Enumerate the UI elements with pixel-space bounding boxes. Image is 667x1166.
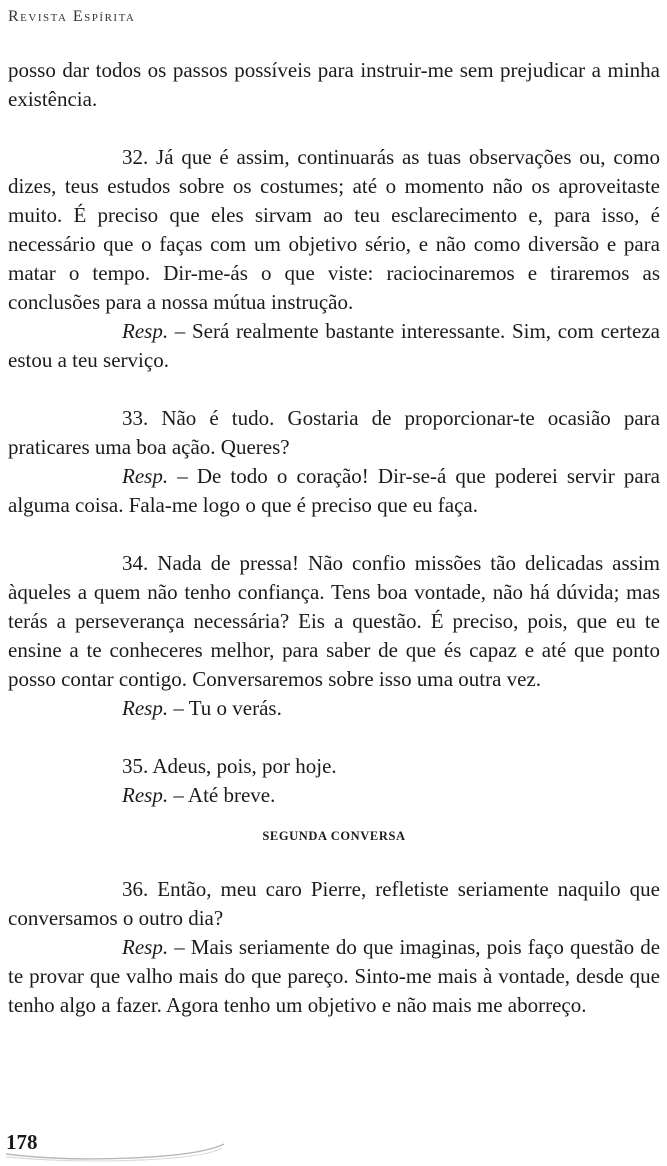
resp-label: Resp. (122, 935, 169, 959)
question-33: 33. Não é tudo. Gostaria de proporcionar-te ocasião para praticares uma boa ação. Queres? (8, 406, 660, 459)
response-32-text: – Será realmente bastante interessante. Sim, com certeza estou a teu serviço. (8, 319, 660, 372)
page-number: 178 (6, 1130, 38, 1154)
resp-label: Resp. (122, 464, 169, 488)
question-36: 36. Então, meu caro Pierre, refletiste seriamente naquilo que conversamos o outro dia? (8, 877, 660, 930)
spacer (8, 723, 660, 752)
response-36 (8, 933, 660, 1020)
response-35 (8, 781, 660, 810)
paragraph-intro: posso dar todos os passos possíveis para instruir-me sem prejudicar a minha existência. (8, 58, 660, 111)
section-heading: SEGUNDA CONVERSA (262, 829, 406, 843)
running-head-title: Revista Espírita (8, 8, 136, 25)
question-32: 32. Já que é assim, continuarás as tuas observações ou, como dizes, teus estudos sobre os costumes; até o momento não os aproveitaste muito. É preciso que eles sirvam ao teu esclarecimento e, para isso, é necessário que o faças com um objetivo sério, e não como diversão e para matar o tempo. Dir-me-ás o que viste: raciocinaremos e tiraremos as conclusões para a nossa mútua instrução. (8, 145, 660, 314)
response-34-text: – Tu o verás. (173, 696, 282, 720)
resp-label: Resp. (122, 696, 169, 720)
spacer (8, 520, 660, 549)
resp-label: Resp. (122, 319, 169, 343)
response-33 (8, 462, 660, 520)
spacer (8, 375, 660, 404)
resp-label: Resp. (122, 783, 169, 807)
response-33-text: – De todo o coração! Dir-se-á que poderei servir para alguma coisa. Fala-me logo o que é preciso que eu faça. (8, 464, 661, 517)
response-34 (8, 694, 660, 723)
page-body (8, 56, 660, 1020)
response-32 (8, 317, 660, 375)
spacer (8, 114, 660, 143)
question-35: 35. Adeus, pois, por hoje. (122, 754, 337, 778)
response-35-text: – Até breve. (173, 783, 276, 807)
question-34: 34. Nada de pressa! Não confio missões tão delicadas assim àqueles a quem não tenho confiança. Tens boa vontade, não há dúvida; mas terás a perseverança necessária? Eis a questão. É preciso, pois, que eu te ensine a te conheceres melhor, para saber de que és capaz e até que ponto posso contar contigo. Conversaremos sobre isso uma outra vez. (8, 551, 660, 691)
response-36-text: – Mais seriamente do que imaginas, pois faço questão de te provar que valho mais do que pareço. Sinto-me mais à vontade, desde que tenho algo a fazer. Agora tenho um objetivo e não mais me aborreço. (8, 935, 661, 1017)
